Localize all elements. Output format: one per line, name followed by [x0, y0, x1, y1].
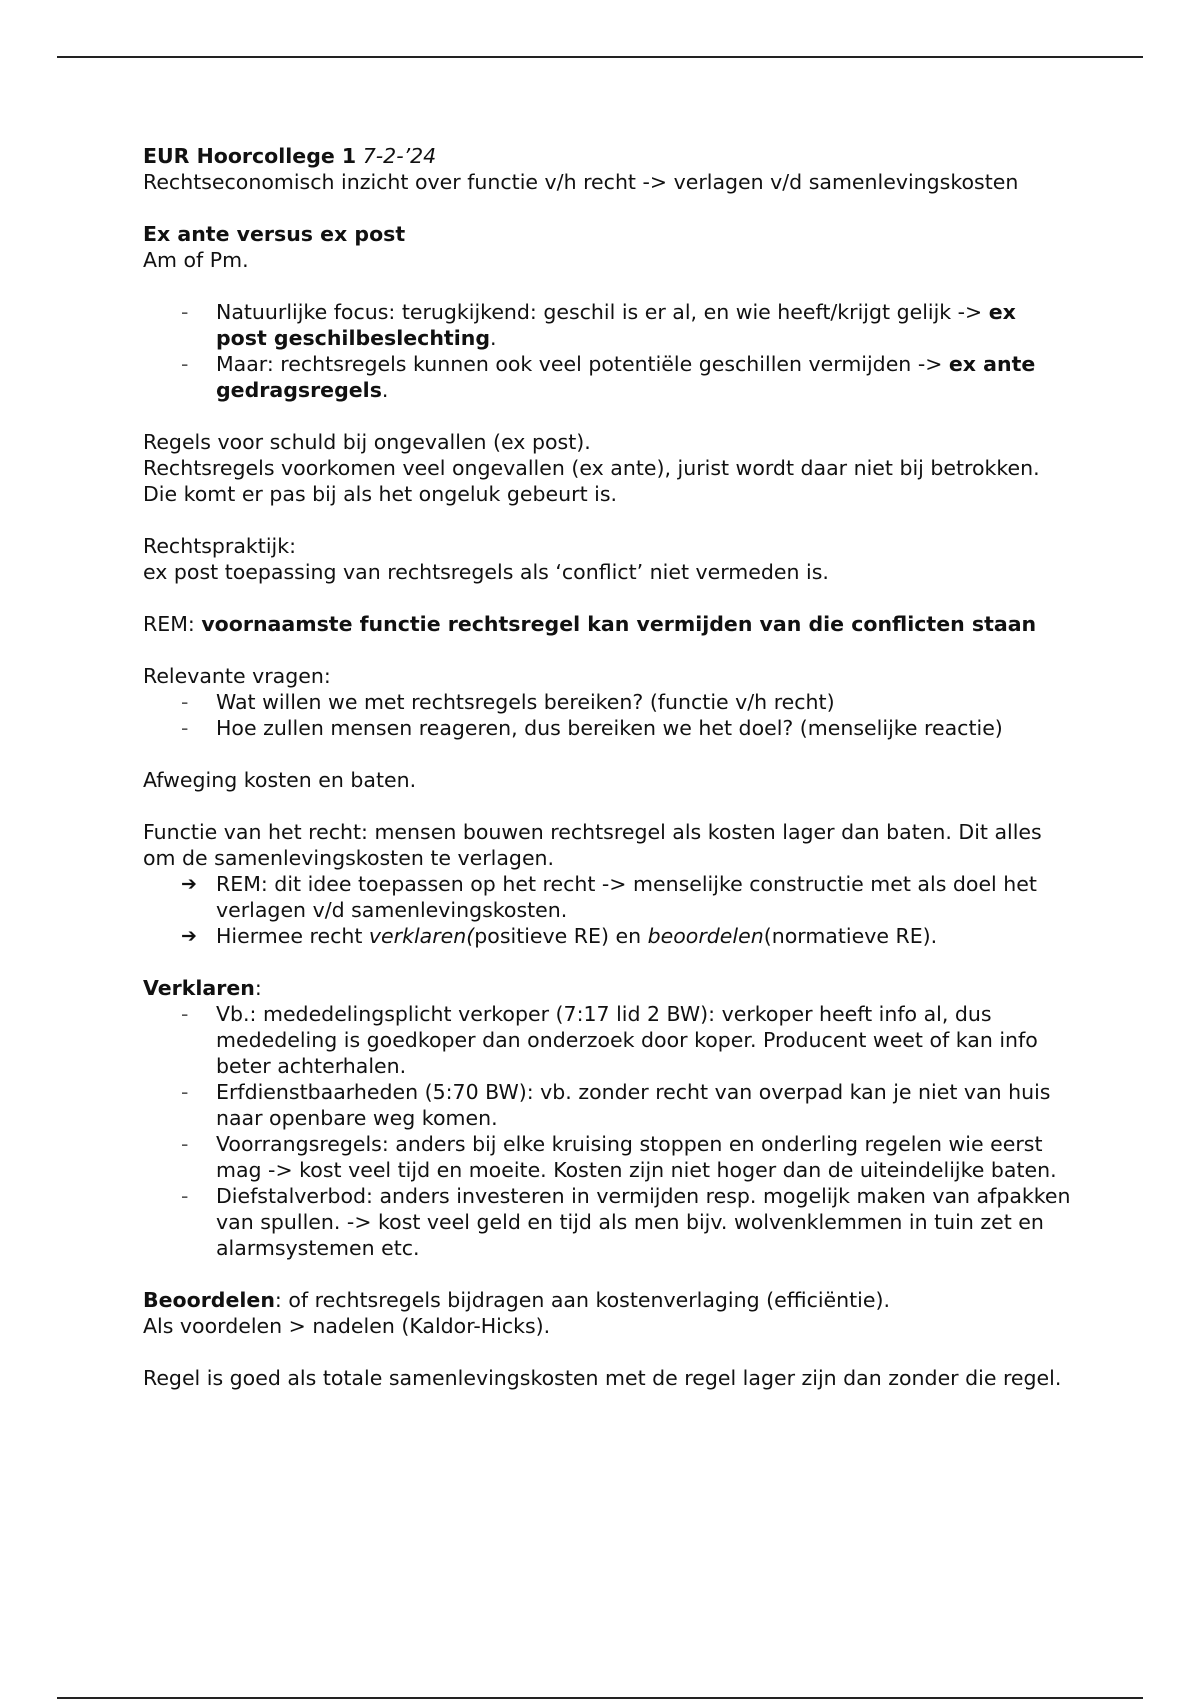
document-date: 7-2-’24 — [362, 144, 437, 168]
bullet-text: Natuurlijke focus: terugkijkend: geschil is er al, en wie heeft/krijgt gelijk -> — [216, 300, 989, 324]
conclusie-text: Regel is goed als totale samenlevingskosten met de regel lager zijn dan zonder die regel. — [143, 1366, 1062, 1390]
dash-marker: - — [181, 1132, 189, 1156]
list-item — [143, 923, 1073, 949]
bullet-bold: ex ante gedragsregels — [216, 352, 1036, 402]
arrow-icon: ➔ — [181, 925, 197, 947]
arrow-icon: ➔ — [181, 873, 197, 895]
bullet-text: Maar: rechtsregels kunnen ook veel potentiële geschillen vermijden -> — [216, 352, 949, 376]
arrow-item-text: positieve RE) en — [474, 924, 648, 948]
arrow-item-text: REM: dit idee toepassen op het recht -> menselijke constructie met als doel het verlagen v/d samenlevingskosten. — [216, 872, 1037, 922]
verklaren-list — [143, 1001, 1073, 1261]
vragen-list — [143, 689, 1073, 741]
verklaren-heading: Verklaren — [143, 976, 255, 1000]
header-rule — [57, 56, 1143, 58]
dash-marker: - — [181, 690, 189, 714]
voorkomen-paragraph: Rechtsregels voorkomen veel ongevallen (ex ante), jurist wordt daar niet bij betrokken. Die komt er pas bij als het ongeluk gebeurt is. — [143, 456, 1040, 506]
dash-marker: - — [181, 1184, 189, 1208]
arrow-item-text: Hiermee recht — [216, 924, 369, 948]
arrow-italic-beoordelen: beoordelen — [647, 924, 764, 948]
list-item — [143, 1183, 1073, 1261]
verklaren-colon: : — [254, 976, 262, 1000]
schuld-paragraph: Regels voor schuld bij ongevallen (ex post). — [143, 430, 591, 454]
list-item — [143, 299, 1073, 351]
functie-text: Functie van het recht: mensen bouwen rechtsregel als kosten lager dan baten. Dit alles om de samenlevingskosten te verlagen. — [143, 820, 1042, 870]
ex-ante-sub: Am of Pm. — [143, 248, 249, 272]
list-item-text: Diefstalverbod: anders investeren in vermijden resp. mogelijk maken van afpakken van spullen. -> kost veel geld en tijd als men bijv. wolvenklemmen in tuin zet en alarmsystemen etc. — [216, 1184, 1071, 1260]
praktijk-label: Rechtspraktijk: — [143, 534, 296, 558]
dash-marker: - — [181, 716, 189, 740]
arrow-item-text: (normatieve RE). — [763, 924, 938, 948]
bullet-post: . — [381, 378, 389, 402]
list-item — [143, 715, 1073, 741]
beoordelen-heading: Beoordelen — [143, 1288, 275, 1312]
rem-bold: voornaamste functie rechtsregel kan vermijden van die conflicten staan — [201, 612, 1037, 636]
list-item-text: Vb.: mededelingsplicht verkoper (7:17 lid 2 BW): verkoper heeft info al, dus mededeling is goedkoper dan onderzoek door koper. Producent weet of kan info beter achterhalen. — [216, 1002, 1038, 1078]
section-heading-ex-ante: Ex ante versus ex post — [143, 222, 406, 246]
verklaren-heading-line — [143, 975, 1073, 1001]
list-item — [143, 1001, 1073, 1079]
dash-marker: - — [181, 1080, 189, 1104]
document-body — [143, 143, 1073, 1391]
list-item — [143, 351, 1073, 403]
list-item-text: Voorrangsregels: anders bij elke kruising stoppen en onderling regelen wie eerst mag -> kost veel tijd en moeite. Kosten zijn niet hoger dan de uiteindelijke baten. — [216, 1132, 1057, 1182]
functie-arrows — [143, 871, 1073, 949]
intro-text: Rechtseconomisch inzicht over functie v/h recht -> verlagen v/d samenlevingskosten — [143, 170, 1019, 194]
dash-marker: - — [181, 352, 189, 376]
arrow-italic-verklaren: verklaren( — [368, 924, 475, 948]
footer-rule — [57, 1697, 1143, 1699]
rem-statement — [143, 611, 1073, 637]
list-item — [143, 689, 1073, 715]
list-item-text: Wat willen we met rechtsregels bereiken? (functie v/h recht) — [216, 690, 835, 714]
vragen-label: Relevante vragen: — [143, 664, 331, 688]
afweging-text: Afweging kosten en baten. — [143, 768, 417, 792]
list-item — [143, 871, 1073, 923]
list-item-text: Erfdienstbaarheden (5:70 BW): vb. zonder recht van overpad kan je niet van huis naar openbare weg komen. — [216, 1080, 1051, 1130]
bullet-post: . — [490, 326, 497, 350]
list-item — [143, 1079, 1073, 1131]
ex-ante-bullets — [143, 299, 1073, 403]
document-title: EUR Hoorcollege 1 — [143, 144, 357, 168]
praktijk-text: ex post toepassing van rechtsregels als ‘conflict’ niet vermeden is. — [143, 560, 829, 584]
bullet-bold: ex post geschilbeslechting — [216, 300, 1016, 350]
kaldor-hicks-line: Als voordelen > nadelen (Kaldor-Hicks). — [143, 1314, 551, 1338]
list-item — [143, 1131, 1073, 1183]
title-line — [143, 143, 1073, 169]
beoordelen-text: : of rechtsregels bijdragen aan kostenverlaging (efficiëntie). — [274, 1288, 891, 1312]
beoordelen-line — [143, 1287, 1073, 1313]
list-item-text: Hoe zullen mensen reageren, dus bereiken we het doel? (menselijke reactie) — [216, 716, 1003, 740]
dash-marker: - — [181, 300, 189, 324]
dash-marker: - — [181, 1002, 189, 1026]
rem-prefix: REM: — [143, 612, 202, 636]
